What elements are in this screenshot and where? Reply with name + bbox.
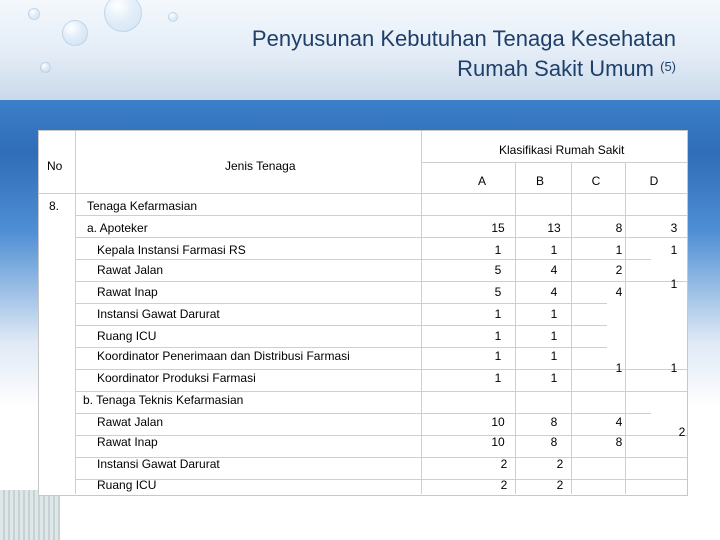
grid-line xyxy=(571,162,572,494)
cell-a: 10 xyxy=(491,435,505,449)
row-label: Instansi Gawat Darurat xyxy=(97,457,220,471)
section-a-label: a. Apoteker xyxy=(87,221,148,235)
cell-b: 2 xyxy=(556,457,564,471)
header-jenis-tenaga: Jenis Tenaga xyxy=(225,159,296,173)
cell-a: 1 xyxy=(494,307,502,321)
grid-line xyxy=(515,162,516,494)
staffing-table xyxy=(38,130,688,496)
row-label: Koordinator Penerimaan dan Distribusi Farmasi xyxy=(97,349,350,363)
cell-b: 1 xyxy=(550,349,558,363)
row-label: Ruang ICU xyxy=(97,478,157,492)
row-label: Rawat Inap xyxy=(97,435,158,449)
decorative-bubble xyxy=(62,20,88,46)
grid-line xyxy=(75,391,687,392)
row-label: Rawat Jalan xyxy=(97,263,164,277)
cell-d: 3 xyxy=(670,221,678,235)
cell-b: 1 xyxy=(550,243,558,257)
grid-line xyxy=(75,435,687,436)
cell-a: 15 xyxy=(491,221,505,235)
grid-line xyxy=(75,281,687,282)
row-label: Ruang ICU xyxy=(97,329,157,343)
title-line-1: Penyusunan Kebutuhan Tenaga Kesehatan xyxy=(251,26,676,51)
cell-a: 2 xyxy=(500,478,508,492)
header-no: No xyxy=(47,159,63,173)
page-title xyxy=(252,24,676,84)
cell-c: 1 xyxy=(615,361,623,375)
cell-b: 8 xyxy=(550,435,558,449)
cell-b: 4 xyxy=(550,263,558,277)
cell-a: 1 xyxy=(494,329,502,343)
grid-line xyxy=(75,131,76,494)
header-class-c: C xyxy=(591,174,601,188)
header-class-a: A xyxy=(477,174,486,188)
header-class-d: D xyxy=(649,174,659,188)
grid-line xyxy=(75,413,651,414)
category-label: Tenaga Kefarmasian xyxy=(87,199,198,213)
grid-line xyxy=(39,193,687,194)
cell-a: 1 xyxy=(494,371,502,385)
cell-c: 8 xyxy=(615,435,623,449)
cell-b: 2 xyxy=(556,478,564,492)
cell-a: 5 xyxy=(494,285,502,299)
grid-line xyxy=(75,303,607,304)
cell-b: 1 xyxy=(550,307,558,321)
cell-a: 5 xyxy=(494,263,502,277)
decorative-bubble xyxy=(104,0,142,32)
row-label: Koordinator Produksi Farmasi xyxy=(97,371,256,385)
cell-b: 1 xyxy=(550,329,558,343)
cell-d: 1 xyxy=(670,277,678,291)
cell-d: 2 xyxy=(678,425,686,439)
section-b-label: b. Tenaga Teknis Kefarmasian xyxy=(83,393,244,407)
cell-c: 1 xyxy=(615,243,623,257)
cell-d: 1 xyxy=(670,361,678,375)
grid-line xyxy=(75,259,651,260)
cell-a: 1 xyxy=(494,243,502,257)
grid-line xyxy=(75,215,687,216)
cell-c: 2 xyxy=(615,263,623,277)
cell-c: 4 xyxy=(615,415,623,429)
header-klasifikasi: Klasifikasi Rumah Sakit xyxy=(499,143,625,157)
grid-line xyxy=(421,162,687,163)
grid-line xyxy=(75,325,607,326)
row-label: Rawat Jalan xyxy=(97,415,164,429)
header-class-b: B xyxy=(535,174,544,188)
cell-b: 8 xyxy=(550,415,558,429)
cell-d: 1 xyxy=(670,243,678,257)
cell-a: 1 xyxy=(494,349,502,363)
cell-a: 2 xyxy=(500,457,508,471)
decorative-bubble xyxy=(168,12,178,22)
decorative-bubble xyxy=(28,8,40,20)
grid-line xyxy=(421,131,422,494)
row-label: Instansi Gawat Darurat xyxy=(97,307,220,321)
grid-line xyxy=(75,369,687,370)
cell-b: 13 xyxy=(547,221,561,235)
row-label: Kepala Instansi Farmasi RS xyxy=(97,243,246,257)
title-line-2-text: Rumah Sakit Umum xyxy=(457,56,654,81)
cell-a: 10 xyxy=(491,415,505,429)
row-label: Rawat Inap xyxy=(97,285,158,299)
cell-b: 4 xyxy=(550,285,558,299)
cell-c: 8 xyxy=(615,221,623,235)
grid-line xyxy=(75,237,687,238)
grid-line xyxy=(75,479,687,480)
building-graphic xyxy=(0,490,60,540)
cell-b: 1 xyxy=(550,371,558,385)
cell-c: 4 xyxy=(615,285,623,299)
decorative-bubble xyxy=(40,62,51,73)
row-number: 8. xyxy=(49,199,60,213)
grid-line xyxy=(75,347,607,348)
title-superscript: (5) xyxy=(660,59,676,74)
title-line-2 xyxy=(252,54,676,84)
